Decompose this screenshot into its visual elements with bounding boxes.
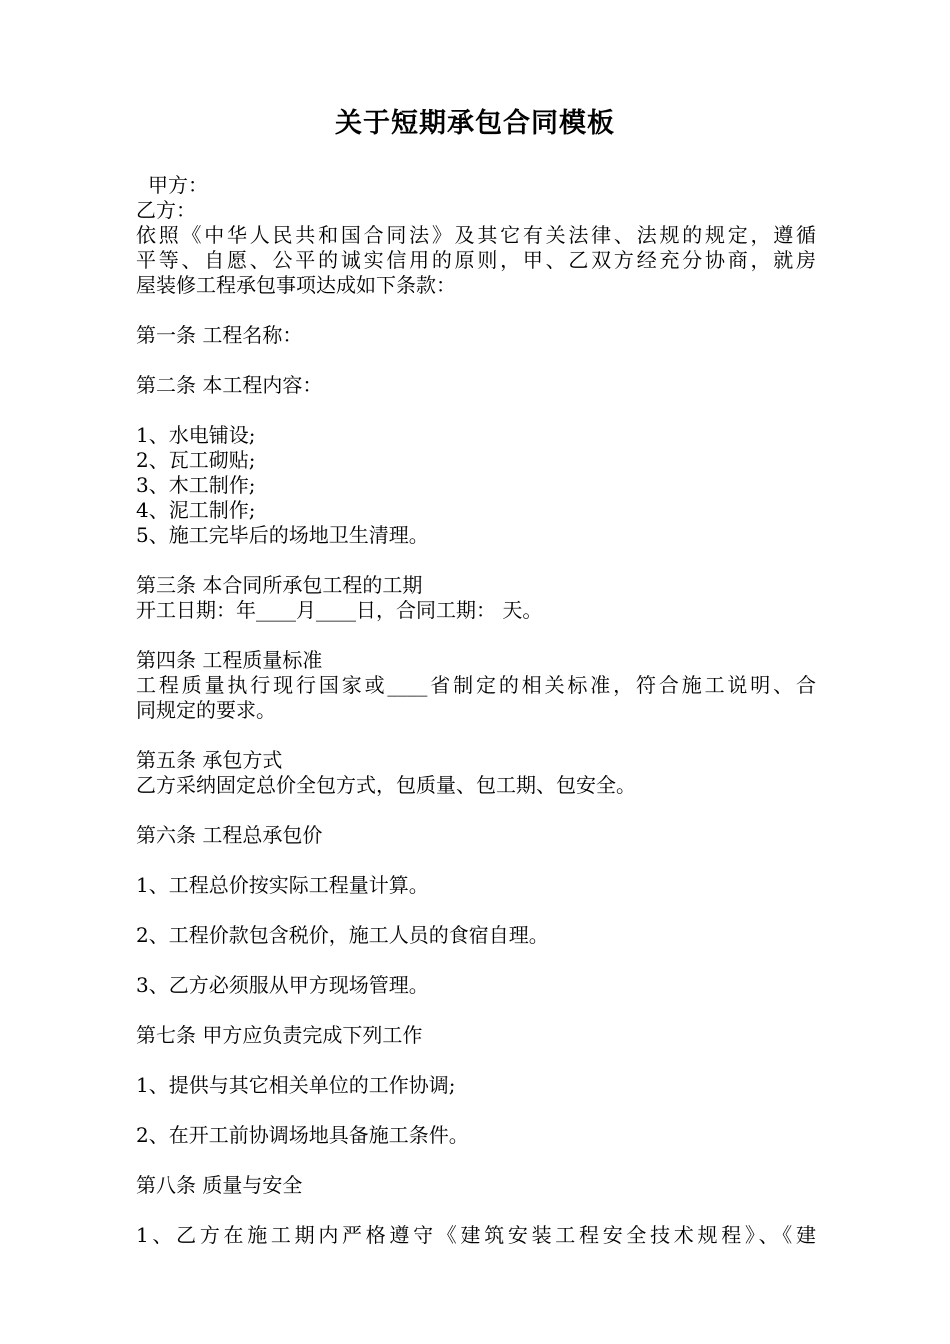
article-heading: 第一条 工程名称： xyxy=(136,323,303,347)
party-b-line: 乙方： xyxy=(136,198,196,222)
preamble-line: 平等、自愿、公平的诚实信用的原则，甲、乙双方经充分协商，就房 xyxy=(136,248,816,272)
document-title: 关于短期承包合同模板 xyxy=(335,108,615,139)
list-item: 1、提供与其它相关单位的工作协调; xyxy=(136,1073,456,1097)
list-item: 5、施工完毕后的场地卫生清理。 xyxy=(136,523,429,547)
party-a-line: 甲方： xyxy=(148,173,208,197)
list-item: 1、水电铺设; xyxy=(136,423,256,447)
list-item: 3、木工制作; xyxy=(136,473,256,497)
list-item: 2、工程价款包含税价，施工人员的食宿自理。 xyxy=(136,923,549,947)
article-heading: 第八条 质量与安全 xyxy=(136,1173,303,1197)
paragraph-line: 工程质量执行现行国家或____省制定的相关标准，符合施工说明、合 xyxy=(136,673,816,697)
list-item: 1、乙方在施工期内严格遵守《建筑安装工程安全技术规程》、《建 xyxy=(136,1223,816,1247)
preamble-line: 依照《中华人民共和国合同法》及其它有关法律、法规的规定，遵循 xyxy=(136,223,816,247)
article-heading: 第二条 本工程内容： xyxy=(136,373,323,397)
article-heading: 第四条 工程质量标准 xyxy=(136,648,323,672)
paragraph-line: 乙方采纳固定总价全包方式，包质量、包工期、包安全。 xyxy=(136,773,636,797)
article-heading: 第五条 承包方式 xyxy=(136,748,283,772)
list-item: 1、工程总价按实际工程量计算。 xyxy=(136,873,429,897)
article-heading: 第六条 工程总承包价 xyxy=(136,823,323,847)
document-body xyxy=(136,173,816,1248)
paragraph-line: 同规定的要求。 xyxy=(136,698,276,722)
list-item: 2、在开工前协调场地具备施工条件。 xyxy=(136,1123,469,1147)
preamble-line: 屋装修工程承包事项达成如下条款： xyxy=(136,273,456,297)
list-item: 2、瓦工砌贴; xyxy=(136,448,256,472)
list-item: 4、泥工制作; xyxy=(136,498,256,522)
article-heading: 第三条 本合同所承包工程的工期 xyxy=(136,573,423,597)
list-item: 3、乙方必须服从甲方现场管理。 xyxy=(136,973,429,997)
article-heading: 第七条 甲方应负责完成下列工作 xyxy=(136,1023,423,1047)
paragraph-line: 开工日期：年____月____日，合同工期： 天。 xyxy=(136,598,543,622)
